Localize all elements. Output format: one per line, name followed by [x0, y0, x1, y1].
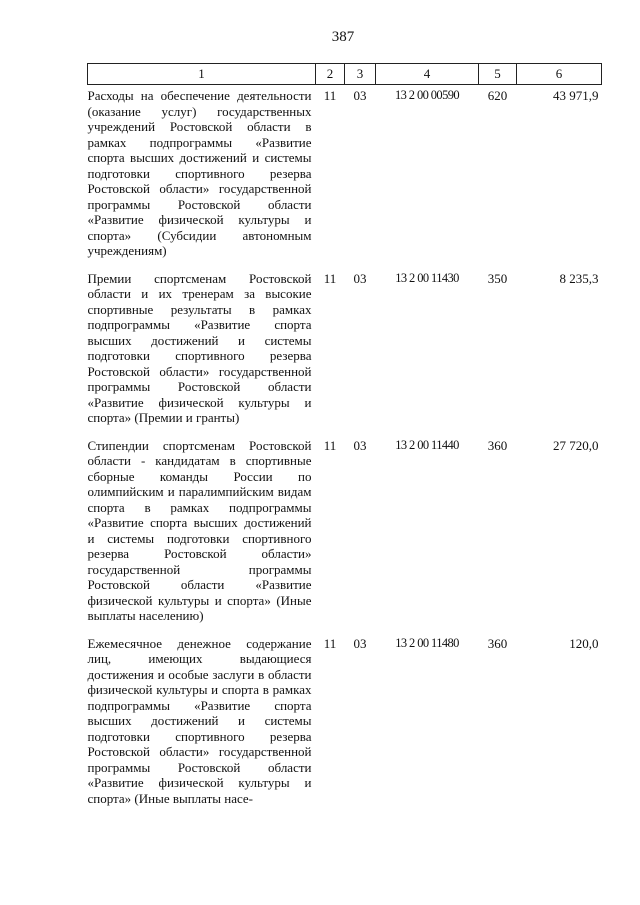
column-header-1: 1 — [88, 64, 316, 85]
column-header-3: 3 — [345, 64, 376, 85]
table-row — [88, 85, 602, 271]
row-expense-type: 360 — [487, 437, 508, 453]
row-target-article: 13 2 00 00590 — [394, 88, 460, 102]
row-description: Ежемесячное денежное содержание лиц, имеющих выдающиеся достижения и особые заслуги в области физической культуры и спорта в рамках подпрограммы «Развитие спорта высших достижений и системы подготовки спортивного резерва Ростовской области» государственной программы Ростовской области «Развитие физической культуры и спорта» (Иные выплаты насе- — [87, 635, 312, 806]
row-subsection: 03 — [353, 88, 367, 103]
table-row — [88, 636, 602, 819]
row-subsection: 03 — [353, 437, 367, 453]
row-amount: 120,0 — [569, 635, 599, 651]
row-expense-type: 620 — [487, 88, 508, 103]
table-row — [88, 271, 602, 438]
row-section: 11 — [323, 270, 337, 286]
table-body — [88, 85, 602, 819]
row-subsection: 03 — [353, 635, 367, 651]
row-target-article: 13 2 00 11480 — [395, 635, 459, 650]
column-header-6: 6 — [517, 64, 602, 85]
header-row — [88, 64, 602, 85]
row-subsection: 03 — [353, 270, 367, 286]
row-amount: 27 720,0 — [553, 437, 599, 453]
row-expense-type: 350 — [487, 270, 508, 286]
row-description: Стипендии спортсменам Ростовской области - кандидатам в спортивные сборные команды России по олимпийским и паралимпийским видам спорта в рамках подпрограммы «Развитие спорта высших достижений и системы подготовки спортивного резерва Ростовской области» государственной программы Ростовской области «Развитие физической культуры и спорта» (Иные выплаты населению) — [87, 437, 312, 623]
column-header-5: 5 — [479, 64, 517, 85]
row-target-article: 13 2 00 11430 — [395, 270, 459, 285]
column-header-2: 2 — [316, 64, 345, 85]
row-section: 11 — [323, 437, 337, 453]
row-expense-type: 360 — [487, 635, 508, 651]
table-header — [88, 64, 602, 85]
column-header-4: 4 — [376, 64, 479, 85]
row-description: Премии спортсменам Ростовской области и их тренерам за высокие спортивные результаты в рамках подпрограммы «Развитие спорта высших достижений и системы подготовки спортивного резерва Ростовской области» государственной программы Ростовской области «Развитие физической культуры и спорта» (Премии и гранты) — [87, 270, 312, 425]
row-section: 11 — [323, 88, 337, 103]
row-amount: 43 971,9 — [553, 88, 599, 103]
page-number: 387 — [331, 29, 355, 45]
budget-table — [87, 63, 602, 818]
row-target-article: 13 2 00 11440 — [395, 437, 459, 452]
row-description: Расходы на обеспечение деятельности (оказание услуг) государственных учреждений Ростовской области в рамках подпрограммы «Развитие спорта высших достижений и системы подготовки спортивного резерва Ростовской области» государственной программы Ростовской области «Развитие физической культуры и спорта» (Субсидии автономным учреждениям) — [87, 88, 312, 258]
row-section: 11 — [323, 635, 337, 651]
table-row — [88, 438, 602, 636]
row-amount: 8 235,3 — [559, 270, 599, 286]
